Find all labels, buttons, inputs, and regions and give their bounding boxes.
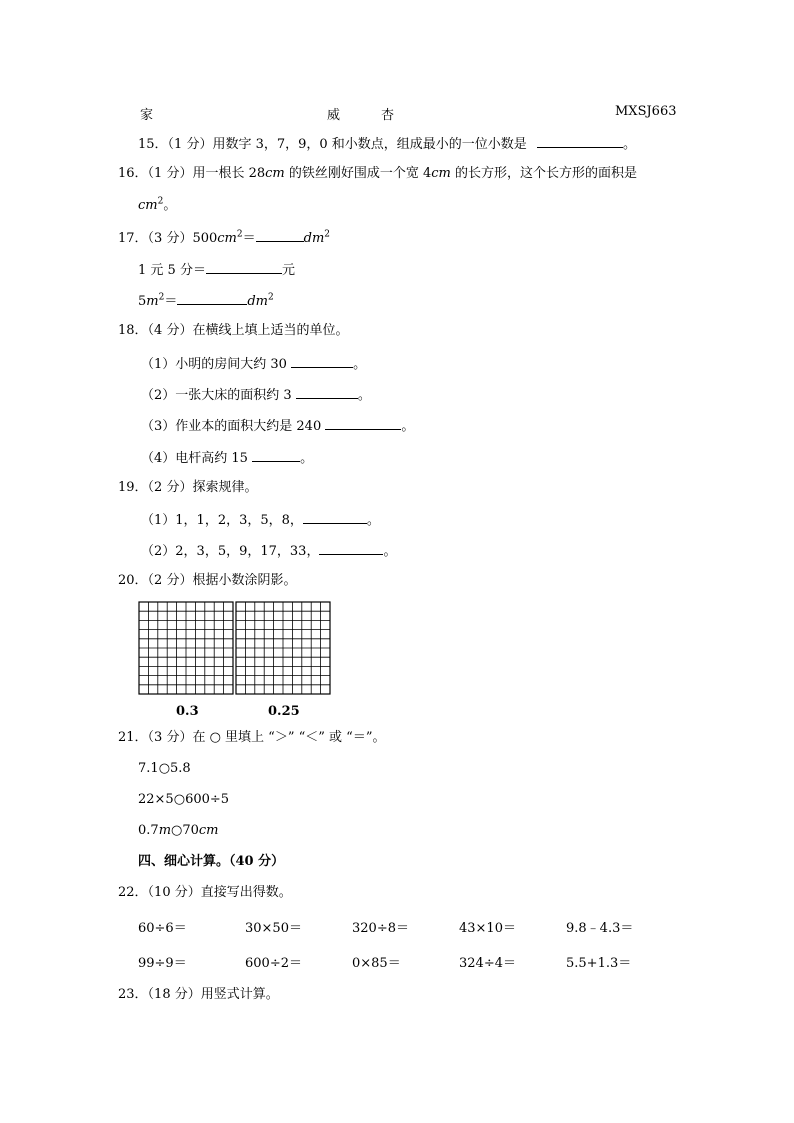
question-18-item-4 <box>141 448 313 468</box>
q22-r2-c3: 0×85＝ <box>352 956 401 971</box>
q17a-text: 17．（3 分）500 <box>118 231 218 246</box>
grid-label-0-25: 0.25 <box>268 704 300 719</box>
q18-item-1-blank[interactable] <box>291 354 353 368</box>
q17c-sup: 2 <box>158 292 165 303</box>
q18-item-2-text: （2）一张大床的面积约 3 <box>141 388 296 403</box>
q18-item-1-end: 。 <box>353 357 367 372</box>
question-21-item-3 <box>138 822 219 840</box>
question-21-item-2 <box>138 791 229 809</box>
q21-item-1-circle[interactable]: ○ <box>158 761 171 776</box>
q17a-sup2: 2 <box>324 229 331 240</box>
header-mid-char-1: 威 <box>327 108 341 123</box>
q21-item-3-left: 0.7 <box>138 823 159 838</box>
q19-item-1-text: （1）1，1，2，3，5，8， <box>141 513 303 528</box>
q19-item-2-blank[interactable] <box>319 541 383 555</box>
header-left-char: 家 <box>140 108 154 123</box>
q17c-answer-blank[interactable] <box>177 291 247 305</box>
q16-area-sup: 2 <box>157 196 164 207</box>
q17a-unit: cm <box>217 231 237 246</box>
q22-r1-c3: 320÷8＝ <box>352 921 409 936</box>
q15-answer-blank[interactable] <box>537 134 623 148</box>
q18-item-4-text: （4）电杆高约 15 <box>141 451 253 466</box>
q16-text-a: 16．（1 分）用一根长 <box>118 166 249 181</box>
q22-r2-c4: 324÷4＝ <box>459 956 516 971</box>
q17c-unit: m <box>146 294 159 309</box>
question-19-item-1 <box>141 510 380 530</box>
q21-item-1-right: 5.8 <box>170 761 191 776</box>
q16-length-unit: cm <box>265 166 285 181</box>
q17c-sup2: 2 <box>268 292 274 303</box>
q17a-unit2: dm <box>303 231 325 246</box>
grid-label-0-3: 0.3 <box>176 704 199 719</box>
header-code: MXSJ663 <box>615 104 677 119</box>
q16-end: 。 <box>163 198 177 213</box>
q16-width: 4 <box>423 166 432 181</box>
q21-item-3-right: 70 <box>182 823 199 838</box>
question-22-title: 22．（10 分）直接写出得数。 <box>118 885 292 900</box>
q22-r1-c2: 30×50＝ <box>245 921 302 936</box>
question-21-title <box>118 729 385 747</box>
q17a-answer-blank[interactable] <box>256 228 304 242</box>
question-17-c <box>138 291 274 311</box>
q19-item-2-end: 。 <box>383 544 397 559</box>
question-21-item-1 <box>138 760 191 778</box>
header-mid-char-2: 杏 <box>381 108 395 123</box>
q21-item-3-left-unit: m <box>158 823 172 838</box>
question-15 <box>138 134 636 154</box>
question-19-item-2 <box>141 541 396 561</box>
q17a-eq: ＝ <box>242 231 256 246</box>
question-17-b <box>138 260 295 280</box>
q16-length: 28 <box>248 166 266 181</box>
q22-r2-c5: 5.5+1.3＝ <box>566 956 632 971</box>
q22-r1-c1: 60÷6＝ <box>138 921 187 936</box>
question-16 <box>118 165 637 183</box>
q17b-answer-blank[interactable] <box>206 260 282 274</box>
q19-item-1-end: 。 <box>366 513 380 528</box>
q22-r2-c1: 99÷9＝ <box>138 956 187 971</box>
question-19-title: 19．（2 分）探索规律。 <box>118 480 258 495</box>
q16-text-b: 的铁丝刚好围成一个宽 <box>284 166 423 181</box>
q17c-text: 5 <box>138 294 147 309</box>
q18-item-2-end: 。 <box>357 388 371 403</box>
q17b-unit: 元 <box>281 263 295 278</box>
question-17-a <box>118 228 330 248</box>
q18-item-1-text: （1）小明的房间大约 30 <box>141 357 292 372</box>
q21-item-1-left: 7.1 <box>138 761 159 776</box>
grid-0-25[interactable] <box>235 601 331 695</box>
question-18-item-2 <box>141 385 371 405</box>
q21-item-3-circle[interactable]: ○ <box>171 823 183 838</box>
q15-text: 15．（1 分）用数字 3，7，9，0 和小数点，组成最小的一位小数是 <box>138 137 527 152</box>
q18-item-3-text: （3）作业本的面积大约是 240 <box>141 419 326 434</box>
question-18-item-1 <box>141 354 366 374</box>
q22-r1-c5: 9.8﹣4.3＝ <box>566 921 634 936</box>
q21-item-2-circle[interactable]: ○ <box>173 792 186 807</box>
q17a-sup: 2 <box>236 229 243 240</box>
q17c-eq: ＝ <box>164 294 178 309</box>
question-20-title: 20．（2 分）根据小数涂阴影。 <box>118 573 297 588</box>
q21-item-3-right-unit: cm <box>198 823 219 838</box>
q22-r1-c4: 43×10＝ <box>459 921 516 936</box>
q16-text-c: 的长方形，这个长方形的面积是 <box>450 166 638 181</box>
question-23-title: 23．（18 分）用竖式计算。 <box>118 987 279 1002</box>
q19-item-1-blank[interactable] <box>303 510 367 524</box>
q19-item-2-text: （2）2，3，5，9，17，33， <box>141 544 320 559</box>
q18-item-2-blank[interactable] <box>296 385 358 399</box>
q18-item-4-end: 。 <box>300 451 314 466</box>
question-16-line-2 <box>138 196 176 215</box>
q21-title-text: 21．（3 分）在 ○ 里填上 “＞” “＜” 或 “＝”。 <box>118 730 386 745</box>
q18-item-3-end: 。 <box>401 419 415 434</box>
q22-r2-c2: 600÷2＝ <box>245 956 302 971</box>
section-4-title: 四、细心计算。（40 分） <box>138 854 285 869</box>
q16-area-unit: cm <box>138 198 158 213</box>
question-18-title: 18．（4 分）在横线上填上适当的单位。 <box>118 323 349 338</box>
q17b-text: 1 元 5 分＝ <box>138 263 206 278</box>
question-18-item-3 <box>141 416 414 436</box>
q16-width-unit: cm <box>431 166 451 181</box>
q18-item-3-blank[interactable] <box>325 416 401 430</box>
q15-end: 。 <box>622 137 636 152</box>
grid-0-3[interactable] <box>138 601 234 695</box>
q21-item-2-right: 600÷5 <box>185 792 230 807</box>
q17c-unit2: dm <box>247 294 269 309</box>
q21-item-2-left: 22×5 <box>138 792 174 807</box>
q18-item-4-blank[interactable] <box>252 448 300 462</box>
